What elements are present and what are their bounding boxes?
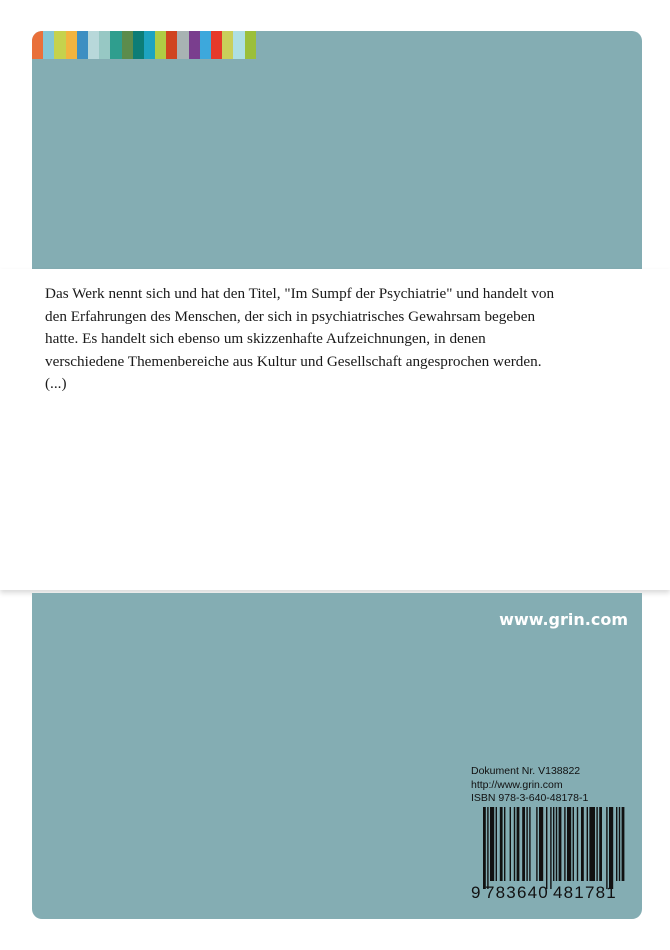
color-stripe: [133, 31, 144, 59]
barcode-bar: [589, 807, 595, 881]
barcode-bar: [487, 807, 488, 889]
color-stripe: [43, 31, 54, 59]
barcode-digit-group-1: 783640: [485, 883, 549, 902]
barcode-bar: [529, 807, 530, 881]
color-stripe: [66, 31, 77, 59]
color-stripe: [110, 31, 121, 59]
barcode-bar: [596, 807, 597, 881]
barcode-first-digit: 9: [471, 883, 481, 902]
document-url: http://www.grin.com: [471, 778, 563, 791]
color-stripe: [88, 31, 99, 59]
barcode-bar: [587, 807, 588, 881]
barcode-bar: [573, 807, 574, 881]
barcode-bar: [483, 807, 486, 889]
color-stripe: [32, 31, 43, 59]
color-stripe: [155, 31, 166, 59]
color-stripe: [144, 31, 155, 59]
barcode-bar: [553, 807, 554, 881]
color-stripe: [200, 31, 211, 59]
barcode-bar: [514, 807, 515, 881]
barcode-digits: [471, 883, 627, 903]
barcode-bar: [517, 807, 520, 881]
barcode-bar: [550, 807, 551, 889]
barcode-bar: [564, 807, 565, 881]
top-color-panel: [32, 31, 642, 269]
barcode-bar: [567, 807, 571, 881]
barcode-bar: [536, 807, 537, 881]
color-stripe: [54, 31, 65, 59]
color-stripe: [211, 31, 222, 59]
barcode-bar: [500, 807, 503, 881]
barcode-bar: [616, 807, 617, 881]
document-number: Dokument Nr. V138822: [471, 765, 581, 777]
publisher-website: www.grin.com: [499, 610, 628, 629]
barcode-bar: [599, 807, 602, 881]
barcode-bar: [510, 807, 511, 881]
document-info: [471, 765, 588, 806]
barcode-bar: [546, 807, 547, 889]
color-stripe: [222, 31, 233, 59]
barcode-bar: [526, 807, 527, 881]
barcode-bar: [556, 807, 557, 881]
color-stripe: [122, 31, 133, 59]
isbn: ISBN 978-3-640-48178-1: [471, 792, 589, 804]
color-stripe-band: [32, 31, 256, 59]
color-stripe: [177, 31, 188, 59]
color-stripe: [99, 31, 110, 59]
barcode-digit-group-2: 481781: [553, 883, 617, 902]
color-stripe: [245, 31, 256, 59]
color-stripe: [77, 31, 88, 59]
barcode-bar: [490, 807, 494, 881]
barcode-bar: [559, 807, 562, 881]
barcode-bar: [496, 807, 497, 881]
color-stripe: [233, 31, 244, 59]
barcode-bar: [622, 807, 625, 881]
barcode: [471, 807, 627, 900]
barcode-bar: [522, 807, 525, 881]
barcode-bar: [539, 807, 543, 881]
color-stripe: [189, 31, 200, 59]
color-stripe: [166, 31, 177, 59]
barcode-bar: [619, 807, 620, 881]
barcode-bar: [577, 807, 578, 881]
barcode-bar: [609, 807, 613, 889]
barcode-bar: [581, 807, 584, 881]
barcode-bar: [504, 807, 505, 881]
book-blurb: Das Werk nennt sich und hat den Titel, "Im Sumpf der Psychiatrie" und handelt von den Erfahrungen des Menschen, der sich in psychiatrisches Gewahrsam begeben hatte. Es handelt sich ebenso um skizzenhafte Aufzeichnungen, in denen verschiedene Themenbereiche aus Kultur und Gesellschaft angesprochen werden. (...): [45, 285, 555, 393]
barcode-bar: [606, 807, 607, 889]
